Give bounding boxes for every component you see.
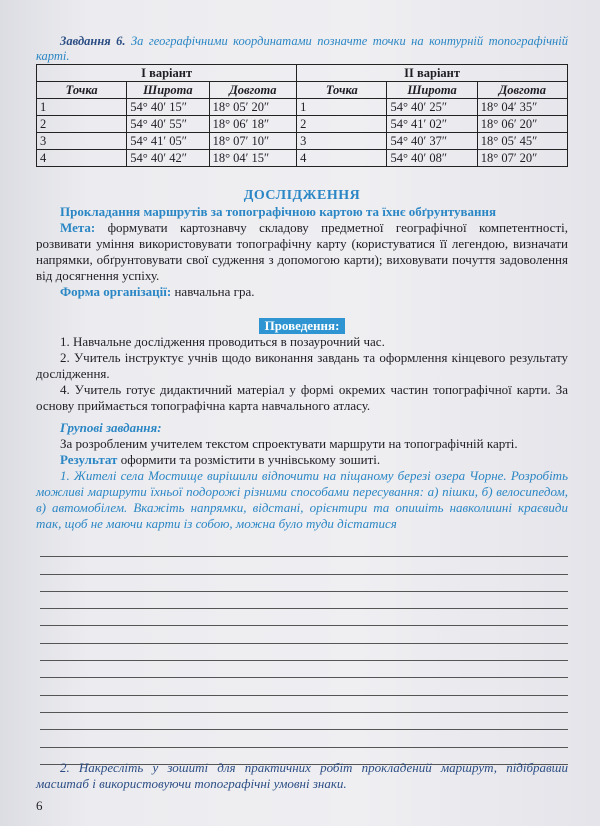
answer-line[interactable] xyxy=(40,592,568,609)
form-text: навчальна гра. xyxy=(171,284,255,299)
task-6-label: Завдання 6. xyxy=(60,34,126,48)
research-subtitle: Прокладання маршрутів за топографічною картою та їхнє обґрунтування xyxy=(60,204,497,219)
group-result xyxy=(36,452,568,468)
longitude-cell: 18° 06′ 18″ xyxy=(209,116,297,133)
conduct-item: 2. Учитель інструктує учнів щодо виконання завдань та оформлення кінцевого результату дослідження. xyxy=(36,350,568,381)
answer-line[interactable] xyxy=(40,661,568,678)
point-cell: 4 xyxy=(37,150,127,167)
group-task-1: 1. Жителі села Мостище вирішили відпочити на піщаному березі озера Чорне. Розробіть можливі маршрути їхньої подорожі різними способами пересування: а) пішки, б) велосипедом, в) автомобілем. Вкажіть напрямки, відстані, орієнтири та опишіть навколишні краєвиди так, щоб не маючи карти із собою, можна було туди дістатися xyxy=(36,468,568,531)
longitude-cell: 18° 04′ 35″ xyxy=(477,99,567,116)
result-label: Результат xyxy=(60,452,118,467)
col-longitude: Довгота xyxy=(209,82,297,99)
form-label: Форма організації: xyxy=(60,284,172,299)
latitude-cell: 54° 40′ 25″ xyxy=(387,99,477,116)
latitude-cell: 54° 41′ 02″ xyxy=(387,116,477,133)
point-cell: 2 xyxy=(37,116,127,133)
latitude-cell: 54° 41′ 05″ xyxy=(127,133,209,150)
answer-line[interactable] xyxy=(40,575,568,592)
col-latitude: Широта xyxy=(127,82,209,99)
conduct-item: 1. Навчальне дослідження проводиться в позаурочний час. xyxy=(60,334,385,349)
goal-text: формувати картознавчу складову предметної географічної компетентності, розвивати уміння використовувати топографічну карту (користуватися її легендою, визначати напрямки, обґрунтовувати свої судження з допомогою карти); виховувати почуття задоволення від досягнення успіху. xyxy=(36,220,568,283)
answer-line[interactable] xyxy=(40,644,568,661)
goal-label: Мета: xyxy=(60,220,96,235)
table-row xyxy=(37,150,568,167)
point-cell: 3 xyxy=(37,133,127,150)
table-row xyxy=(37,116,568,133)
point-cell: 2 xyxy=(297,116,387,133)
answer-line[interactable] xyxy=(40,678,568,695)
research-heading: ДОСЛІДЖЕННЯ xyxy=(243,188,361,203)
latitude-cell: 54° 40′ 55″ xyxy=(127,116,209,133)
point-cell: 4 xyxy=(297,150,387,167)
table-row xyxy=(37,133,568,150)
page-number: 6 xyxy=(36,798,43,813)
longitude-cell: 18° 06′ 20″ xyxy=(477,116,567,133)
group-text: За розробленим учителем текстом спроектувати маршрути на топографічній карті. xyxy=(60,436,518,451)
answer-line[interactable] xyxy=(40,540,568,557)
task-6-text: За географічними координатами позначте точки на контурній топографічній карті. xyxy=(36,34,568,63)
variant-2-header: II варіант xyxy=(297,65,568,82)
answer-line[interactable] xyxy=(40,609,568,626)
longitude-cell: 18° 04′ 15″ xyxy=(209,150,297,167)
point-cell: 1 xyxy=(37,99,127,116)
research-goal xyxy=(36,220,568,284)
answer-line[interactable] xyxy=(40,696,568,713)
point-cell: 1 xyxy=(297,99,387,116)
answer-lines[interactable] xyxy=(40,540,568,765)
conduct-section xyxy=(36,318,568,414)
longitude-cell: 18° 07′ 10″ xyxy=(209,133,297,150)
group-task-2: 2. Накресліть у зошиті для практичних робіт прокладений маршрут, підібравши масштаб і використовуючи топографічні умовні знаки. xyxy=(36,760,568,791)
answer-line[interactable] xyxy=(40,730,568,747)
answer-line[interactable] xyxy=(40,557,568,574)
answer-line[interactable] xyxy=(40,626,568,643)
task-6 xyxy=(36,34,568,64)
latitude-cell: 54° 40′ 37″ xyxy=(387,133,477,150)
latitude-cell: 54° 40′ 08″ xyxy=(387,150,477,167)
group-section xyxy=(36,420,568,532)
longitude-cell: 18° 05′ 20″ xyxy=(209,99,297,116)
conduct-badge: Проведення: xyxy=(259,318,346,334)
research-form xyxy=(36,284,568,300)
col-point: Точка xyxy=(37,82,127,99)
longitude-cell: 18° 07′ 20″ xyxy=(477,150,567,167)
latitude-cell: 54° 40′ 15″ xyxy=(127,99,209,116)
table-row xyxy=(37,99,568,116)
col-latitude: Широта xyxy=(387,82,477,99)
conduct-item: 4. Учитель готує дидактичний матеріал у формі окремих частин топографічної карти. За основу приймається топографічна карта навчального атласу. xyxy=(36,382,568,413)
group-label: Групові завдання: xyxy=(60,420,162,435)
research-section xyxy=(36,188,568,300)
variant-1-header: I варіант xyxy=(37,65,297,82)
col-point: Точка xyxy=(297,82,387,99)
latitude-cell: 54° 40′ 42″ xyxy=(127,150,209,167)
point-cell: 3 xyxy=(297,133,387,150)
col-longitude: Довгота xyxy=(477,82,567,99)
result-text: оформити та розмістити в учнівському зошиті. xyxy=(117,452,381,467)
longitude-cell: 18° 05′ 45″ xyxy=(477,133,567,150)
coordinates-table xyxy=(36,64,568,167)
answer-line[interactable] xyxy=(40,713,568,730)
